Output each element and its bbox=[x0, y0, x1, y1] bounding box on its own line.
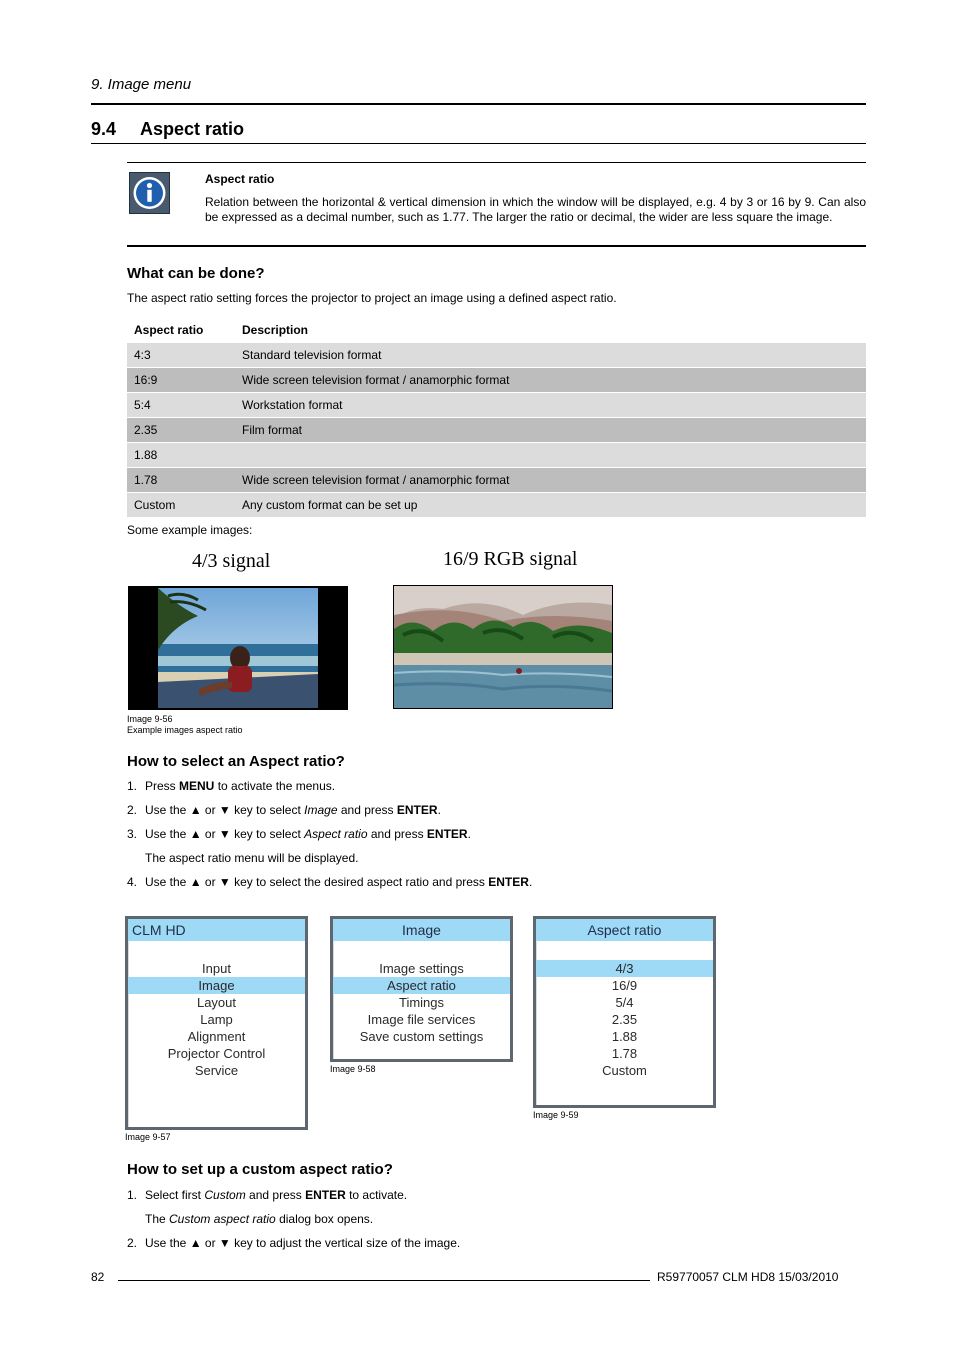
examples-caption bbox=[127, 714, 243, 736]
note-bottom-rule bbox=[127, 245, 866, 247]
custom-step-1-result bbox=[145, 1212, 373, 1226]
step-text: and press bbox=[337, 803, 397, 817]
table-cell-ratio: 1.88 bbox=[127, 443, 235, 468]
note-top-rule bbox=[127, 162, 866, 163]
signal-label-16-9: 16/9 RGB signal bbox=[443, 548, 578, 570]
note-text: Relation between the horizontal & vertical dimension in which the window will be displayed, e.g. 4 by 3 or 16 by 9. Can also be expressed as a decimal number, such as 1.77. The larger the ratio or decimal, the wider are less square the image. bbox=[205, 195, 866, 224]
step-text: Use the ▲ or ▼ key to select bbox=[145, 803, 305, 817]
section-number: 9.4 bbox=[91, 119, 117, 139]
table-cell-ratio: 16:9 bbox=[127, 368, 235, 393]
menu-item-image-settings[interactable]: Image settings bbox=[379, 961, 464, 976]
menu-item-custom[interactable]: Custom bbox=[602, 1063, 647, 1078]
select-heading: How to select an Aspect ratio? bbox=[127, 753, 345, 770]
table-cell-ratio: 1.78 bbox=[127, 468, 235, 493]
document-id: R59770057 CLM HD8 15/03/2010 bbox=[657, 1270, 839, 1284]
menu-item-service[interactable]: Service bbox=[194, 1063, 239, 1078]
table-cell-ratio: 2.35 bbox=[127, 418, 235, 443]
step-text: and press bbox=[367, 827, 427, 841]
example-image-4-3 bbox=[128, 586, 348, 710]
menu-title: Aspect ratio bbox=[536, 919, 713, 941]
step-text: The bbox=[145, 1212, 170, 1226]
note-title: Aspect ratio bbox=[205, 172, 275, 186]
table-row bbox=[127, 393, 866, 418]
table-cell-description: Wide screen television format / anamorphic format bbox=[235, 468, 866, 493]
footer-rule bbox=[118, 1280, 650, 1281]
select-step-4 bbox=[127, 875, 532, 889]
table-header-description: Description bbox=[242, 323, 309, 337]
table-cell-ratio: Custom bbox=[127, 493, 235, 518]
table-row bbox=[127, 493, 866, 518]
step-key: ENTER bbox=[488, 875, 529, 889]
section-rule bbox=[91, 143, 866, 144]
signal-label-4-3: 4/3 signal bbox=[192, 550, 271, 572]
page-number: 82 bbox=[91, 1270, 105, 1284]
menu-image bbox=[330, 916, 513, 1062]
table-row bbox=[127, 468, 866, 493]
step-key: ENTER bbox=[396, 803, 438, 817]
info-icon bbox=[129, 172, 170, 214]
custom-step-1 bbox=[127, 1188, 407, 1202]
section-title bbox=[91, 119, 244, 140]
menu-item-16-9[interactable]: 16/9 bbox=[611, 978, 638, 993]
menu-title: CLM HD bbox=[128, 919, 305, 941]
step-text: Use the ▲ or ▼ key to select the desired aspect ratio and press bbox=[145, 875, 489, 889]
menu-caption: Image 9-59 bbox=[533, 1110, 579, 1120]
menu-item-image[interactable]: Image bbox=[128, 977, 305, 994]
step-text: Use the ▲ or ▼ key to adjust the vertical size of the image. bbox=[145, 1236, 461, 1250]
menu-item-layout[interactable]: Layout bbox=[196, 995, 237, 1010]
menu-item-1-78[interactable]: 1.78 bbox=[611, 1046, 638, 1061]
step-text: . bbox=[467, 827, 471, 841]
step-dialog-name: Custom aspect ratio bbox=[169, 1212, 276, 1226]
step-menu-name: Image bbox=[304, 803, 338, 817]
table-row bbox=[127, 343, 866, 368]
step-text: to activate. bbox=[345, 1188, 408, 1202]
menu-clm-hd bbox=[125, 916, 308, 1130]
table-cell-description: Wide screen television format / anamorphic format bbox=[235, 368, 866, 393]
table-cell-ratio: 5:4 bbox=[127, 393, 235, 418]
step-menu-name: Aspect ratio bbox=[304, 827, 368, 841]
menu-item-input[interactable]: Input bbox=[202, 961, 231, 976]
step-key: ENTER bbox=[305, 1188, 346, 1202]
step-text: . bbox=[437, 803, 441, 817]
menu-item-save-custom-settings[interactable]: Save custom settings bbox=[359, 1029, 484, 1044]
step-number: 2. bbox=[127, 803, 138, 817]
step-text: Select first bbox=[145, 1188, 205, 1202]
menu-title: Image bbox=[333, 919, 510, 941]
table-cell-description bbox=[235, 443, 866, 468]
menu-item-list bbox=[128, 960, 305, 1079]
step-number: 3. bbox=[127, 827, 138, 841]
select-step-2 bbox=[127, 803, 441, 817]
table-cell-ratio: 4:3 bbox=[127, 343, 235, 368]
table-cell-description: Standard television format bbox=[235, 343, 866, 368]
table-cell-description: Any custom format can be set up bbox=[235, 493, 866, 518]
examples-caption-number: Image 9-56 bbox=[127, 714, 173, 724]
what-heading: What can be done? bbox=[127, 265, 265, 282]
step-text: Press bbox=[145, 779, 180, 793]
menu-item-timings[interactable]: Timings bbox=[398, 995, 445, 1010]
menu-item-projector-control[interactable]: Projector Control bbox=[167, 1046, 266, 1061]
menu-caption: Image 9-57 bbox=[125, 1132, 171, 1142]
menu-item-list bbox=[333, 960, 510, 1045]
step-number: 2. bbox=[127, 1236, 138, 1250]
menu-item-aspect-ratio[interactable]: Aspect ratio bbox=[333, 977, 510, 994]
step-text: . bbox=[528, 875, 533, 889]
menu-item-2-35[interactable]: 2.35 bbox=[611, 1012, 638, 1027]
step-number: 1. bbox=[127, 1188, 138, 1202]
table-row bbox=[127, 368, 866, 393]
step-menu-name: Custom bbox=[204, 1188, 246, 1202]
menu-caption: Image 9-58 bbox=[330, 1064, 376, 1074]
custom-heading: How to set up a custom aspect ratio? bbox=[127, 1161, 393, 1178]
menu-item-alignment[interactable]: Alignment bbox=[187, 1029, 246, 1044]
step-text: and press bbox=[245, 1188, 306, 1202]
step-number: 1. bbox=[127, 779, 138, 793]
what-text: The aspect ratio setting forces the projector to project an image using a defined aspect ratio. bbox=[127, 291, 617, 305]
select-step-3 bbox=[127, 827, 471, 841]
table-cell-description: Film format bbox=[235, 418, 866, 443]
example-image-16-9 bbox=[393, 585, 613, 709]
table-header-ratio: Aspect ratio bbox=[134, 323, 204, 337]
custom-step-2 bbox=[127, 1236, 460, 1250]
table-row bbox=[127, 418, 866, 443]
menu-item-5-4[interactable]: 5/4 bbox=[615, 995, 634, 1010]
menu-item-1-88[interactable]: 1.88 bbox=[611, 1029, 638, 1044]
examples-caption-text: Example images aspect ratio bbox=[127, 725, 243, 735]
menu-aspect-ratio bbox=[533, 916, 716, 1108]
menu-item-lamp[interactable]: Lamp bbox=[200, 1012, 233, 1027]
chapter-header: 9. Image menu bbox=[91, 76, 192, 93]
aspect-ratio-table bbox=[127, 318, 866, 517]
table-cell-description: Workstation format bbox=[235, 393, 866, 418]
menu-item-image-file-services[interactable]: Image file services bbox=[367, 1012, 476, 1027]
menu-item-list bbox=[536, 960, 713, 1079]
menu-item-4-3[interactable]: 4/3 bbox=[536, 960, 713, 977]
select-step-1 bbox=[127, 779, 335, 793]
table-row bbox=[127, 443, 866, 468]
step-text: to activate the menus. bbox=[214, 779, 336, 793]
step-key: ENTER bbox=[426, 827, 468, 841]
step-text: dialog box opens. bbox=[275, 1212, 374, 1226]
select-step-3-result: The aspect ratio menu will be displayed. bbox=[145, 851, 359, 865]
step-number: 4. bbox=[127, 875, 138, 889]
header-rule bbox=[91, 103, 866, 105]
step-key: MENU bbox=[179, 779, 215, 793]
section-title-text: Aspect ratio bbox=[140, 119, 245, 139]
step-text: Use the ▲ or ▼ key to select bbox=[145, 827, 305, 841]
table-header-row bbox=[127, 318, 866, 343]
examples-intro: Some example images: bbox=[127, 523, 253, 537]
